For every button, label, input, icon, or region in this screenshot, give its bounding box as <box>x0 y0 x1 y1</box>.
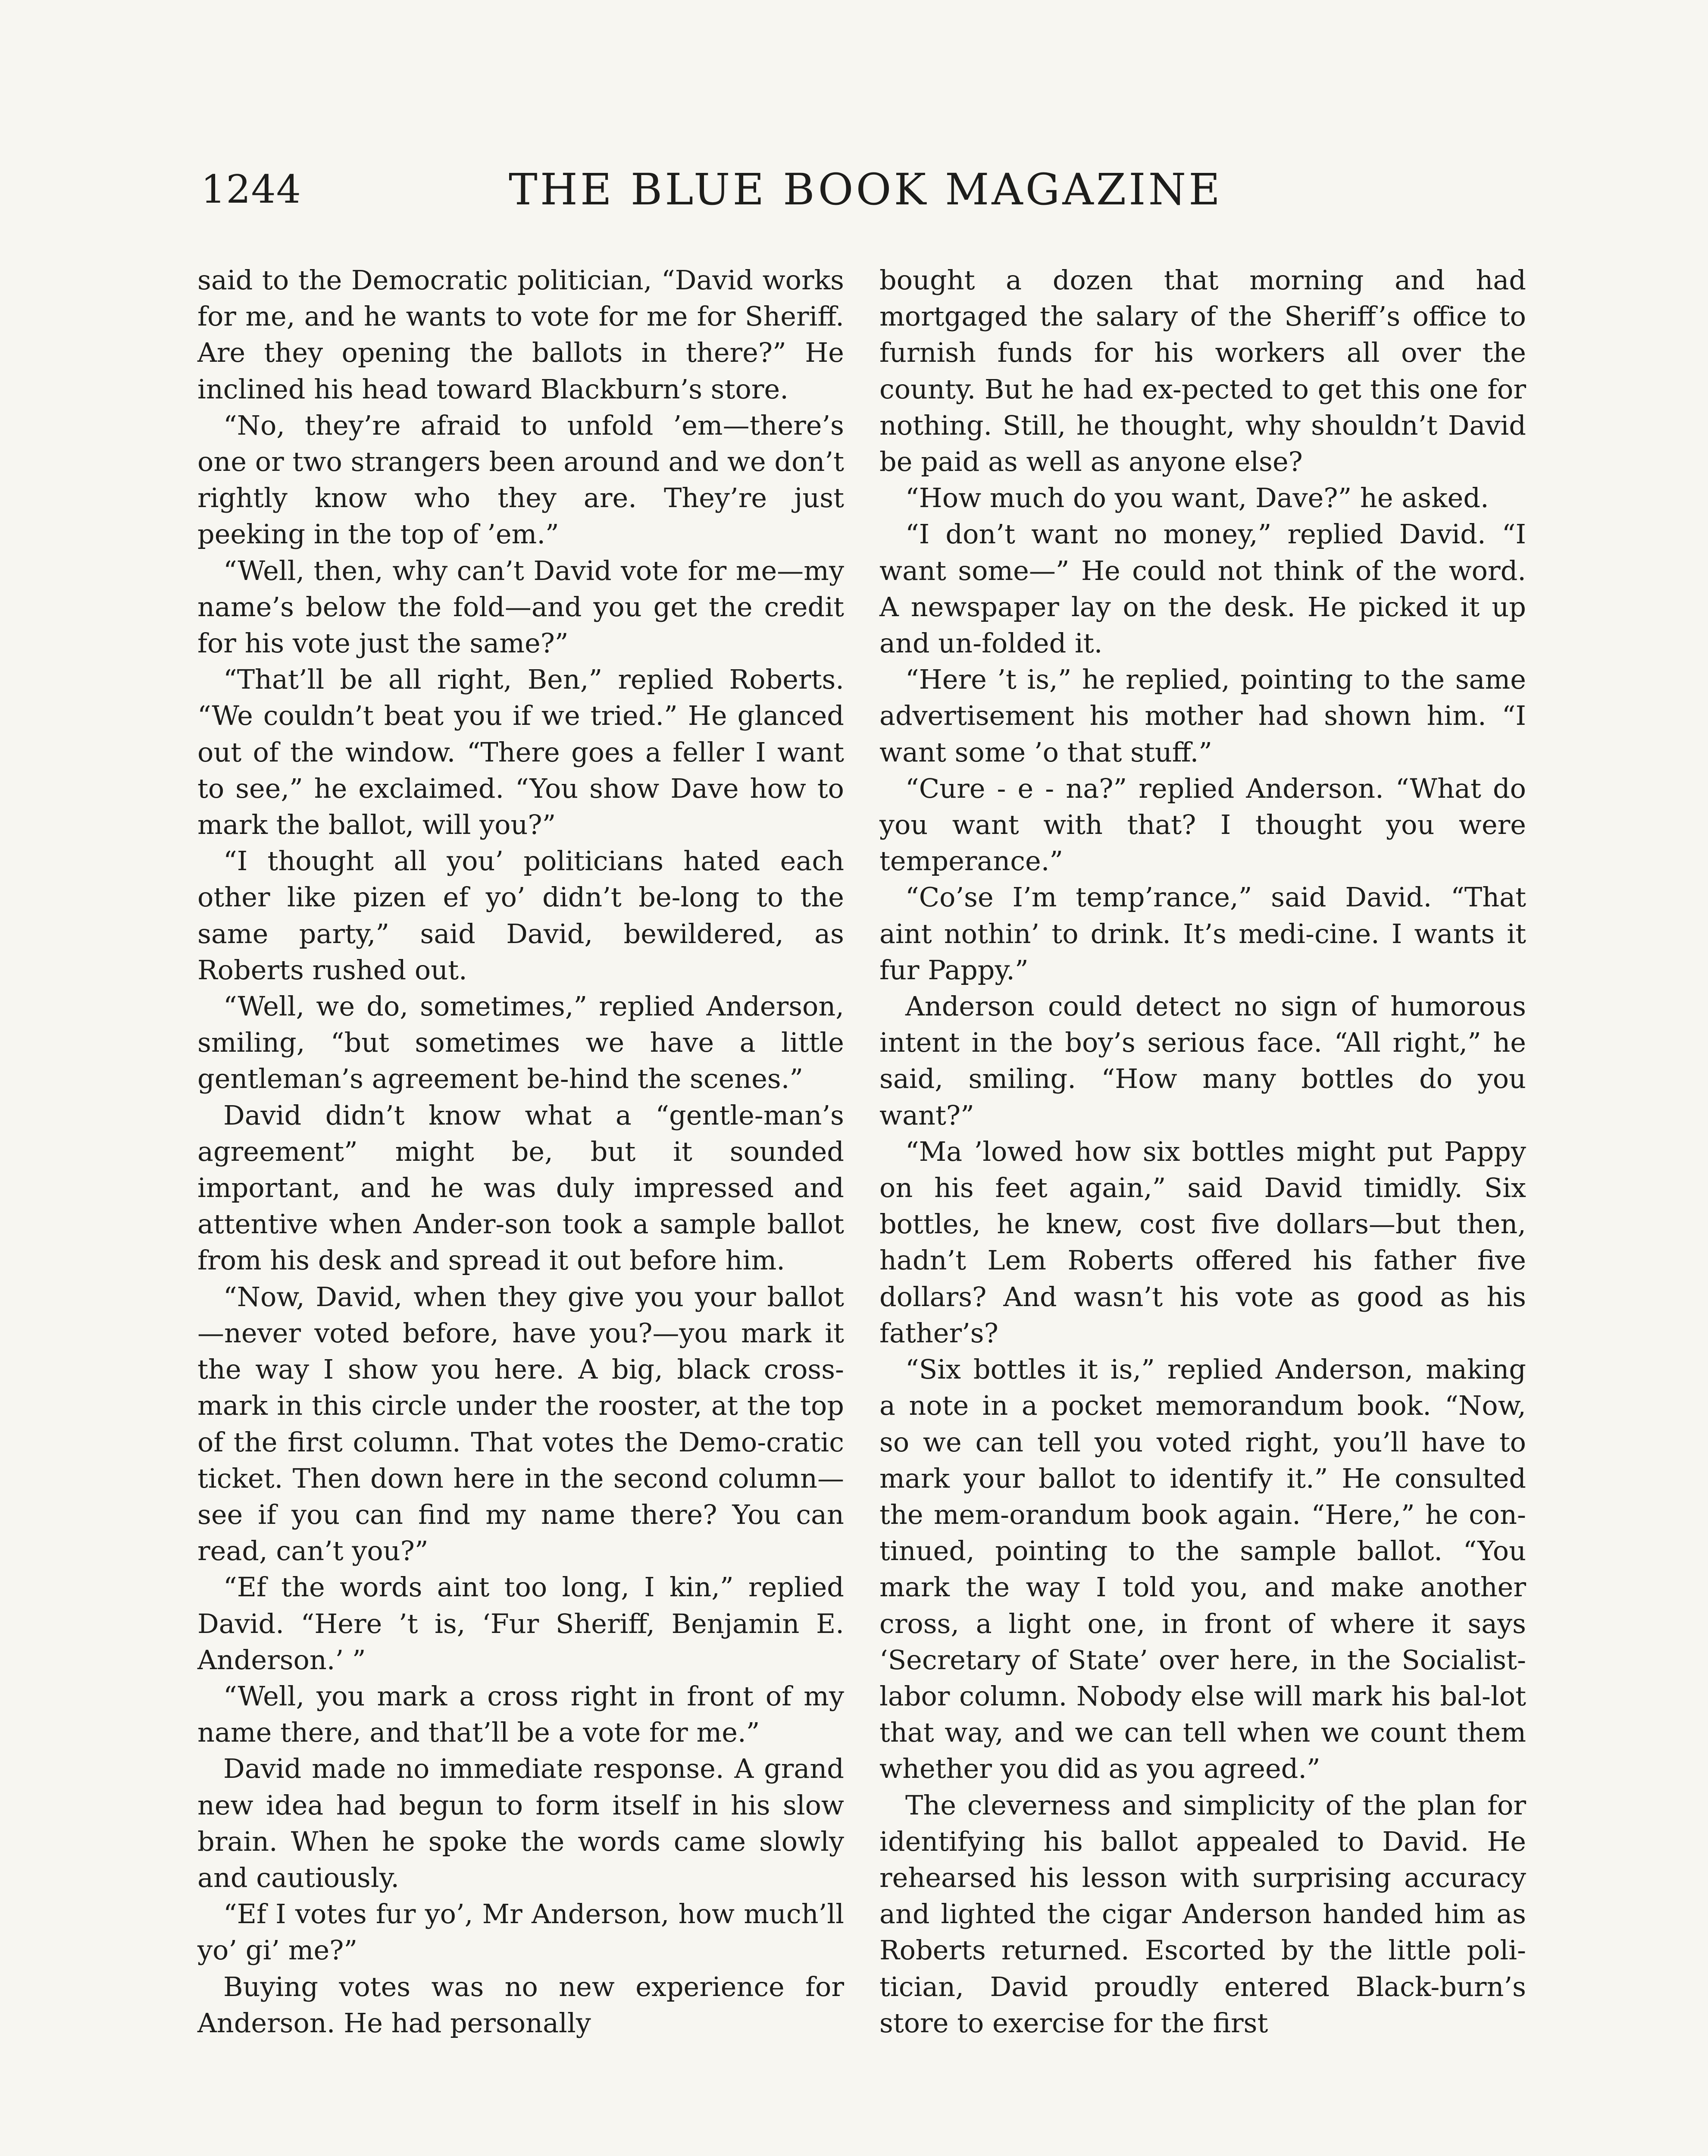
paragraph: “Well, you mark a cross right in front of my name there, and that’ll be a vote for me.” <box>197 1680 844 1749</box>
paragraph: “Here ’t is,” he replied, pointing to the same advertisement his mother had shown him. “I want some ’o that stuff.” <box>879 664 1526 768</box>
page-number: 1244 <box>201 167 302 212</box>
paragraph: “No, they’re afraid to unfold ’em—there’s one or two strangers been around and we don’t rightly know who they are. They’re just peeking in the top of ’em.” <box>197 409 844 550</box>
running-head: THE BLUE BOOK MAGAZINE <box>509 164 1223 215</box>
paragraph: “I thought all you’ politicians hated each other like pizen ef yo’ didn’t be-long to the same party,” said David, bewildered, as Roberts rushed out. <box>197 845 844 986</box>
paragraph: “Co’se I’m temp’rance,” said David. “That aint nothin’ to drink. It’s medi-cine. I wants it fur Pappy.” <box>879 881 1526 986</box>
right-column <box>879 262 1526 2041</box>
paragraph: “Six bottles it is,” replied Anderson, making a note in a pocket memorandum book. “Now, so we can tell you voted right, you’ll have to mark your ballot to identify it.” He consulted the mem-orandum book again. “Here,” he con-tinued, pointing to the sample ballot. “You mark the way I told you, and make another cross, a light one, in front of where it says ‘Secretary of State’ over here, in the Socialist-labor column. Nobody else will mark his bal-lot that way, and we can tell when we count them whether you did as you agreed.” <box>879 1354 1526 1785</box>
paragraph: “I don’t want no money,” replied David. “I want some—” He could not think of the word. A newspaper lay on the desk. He picked it up and un-folded it. <box>879 518 1526 659</box>
paragraph: “How much do you want, Dave?” he asked. <box>905 482 1489 514</box>
paragraph: “Ma ’lowed how six bottles might put Pappy on his feet again,” said David timidly. Six bottles, he knew, cost five dollars—but then, hadn’t Lem Roberts offered his father five dollars? And wasn’t his vote as good as his father’s? <box>879 1135 1526 1349</box>
paragraph: David didn’t know what a “gentle-man’s agreement” might be, but it sounded important, and he was duly impressed and attentive when Ander-son took a sample ballot from his desk and spread it out before him. <box>197 1099 844 1276</box>
paragraph: “That’ll be all right, Ben,” replied Roberts. “We couldn’t beat you if we tried.” He glanced out of the window. “There goes a feller I want to see,” he exclaimed. “You show Dave how to mark the ballot, will you?” <box>197 664 844 841</box>
paragraph: “Well, then, why can’t David vote for me—my name’s below the fold—and you get the credit for his vote just the same?” <box>197 555 844 659</box>
paragraph: said to the Democratic politician, “David works for me, and he wants to vote for me for Sheriff. Are they opening the ballots in there?” He inclined his head toward Blackburn’s store. <box>197 264 844 405</box>
paragraph: “Now, David, when they give you your ballot—never voted before, have you?—you mark it the way I show you here. A big, black cross-mark in this circle under the rooster, at the top of the first column. That votes the Demo-cratic ticket. Then down here in the second column—see if you can find my name there? You can read, can’t you?” <box>197 1281 844 1567</box>
left-column <box>197 262 844 2041</box>
paragraph: “Ef I votes fur yo’, Mr Anderson, how much’ll yo’ gi’ me?” <box>197 1898 844 1966</box>
paragraph: David made no immediate response. A grand new idea had begun to form itself in his slow brain. When he spoke the words came slowly and cautiously. <box>197 1753 844 1893</box>
paragraph: “Cure - e - na?” replied Anderson. “What do you want with that? I thought you were temperance.” <box>879 772 1526 877</box>
paragraph: Buying votes was no new experience for Anderson. He had personally <box>197 1971 844 2039</box>
paragraph: The cleverness and simplicity of the plan for identifying his ballot appealed to David. He rehearsed his lesson with surprising accuracy and lighted the cigar Anderson handed him as Roberts returned. Escorted by the little poli-tician, David proudly entered Black-burn’s store to exercise for the first <box>879 1789 1526 2039</box>
paragraph: Anderson could detect no sign of humorous intent in the boy’s serious face. “All right,” he said, smiling. “How many bottles do you want?” <box>879 990 1526 1131</box>
paragraph: “Well, we do, sometimes,” replied Anderson, smiling, “but sometimes we have a little gentleman’s agreement be-hind the scenes.” <box>197 990 844 1095</box>
paragraph: bought a dozen that morning and had mortgaged the salary of the Sheriff’s office to furnish funds for his workers all over the county. But he had ex-pected to get this one for nothing. Still, he thought, why shouldn’t David be paid as well as anyone else? <box>879 264 1526 478</box>
page-header <box>0 160 1708 220</box>
paragraph: “Ef the words aint too long, I kin,” replied David. “Here ’t is, ‘Fur Sheriff, Benjamin E. Anderson.’ ” <box>197 1571 844 1676</box>
